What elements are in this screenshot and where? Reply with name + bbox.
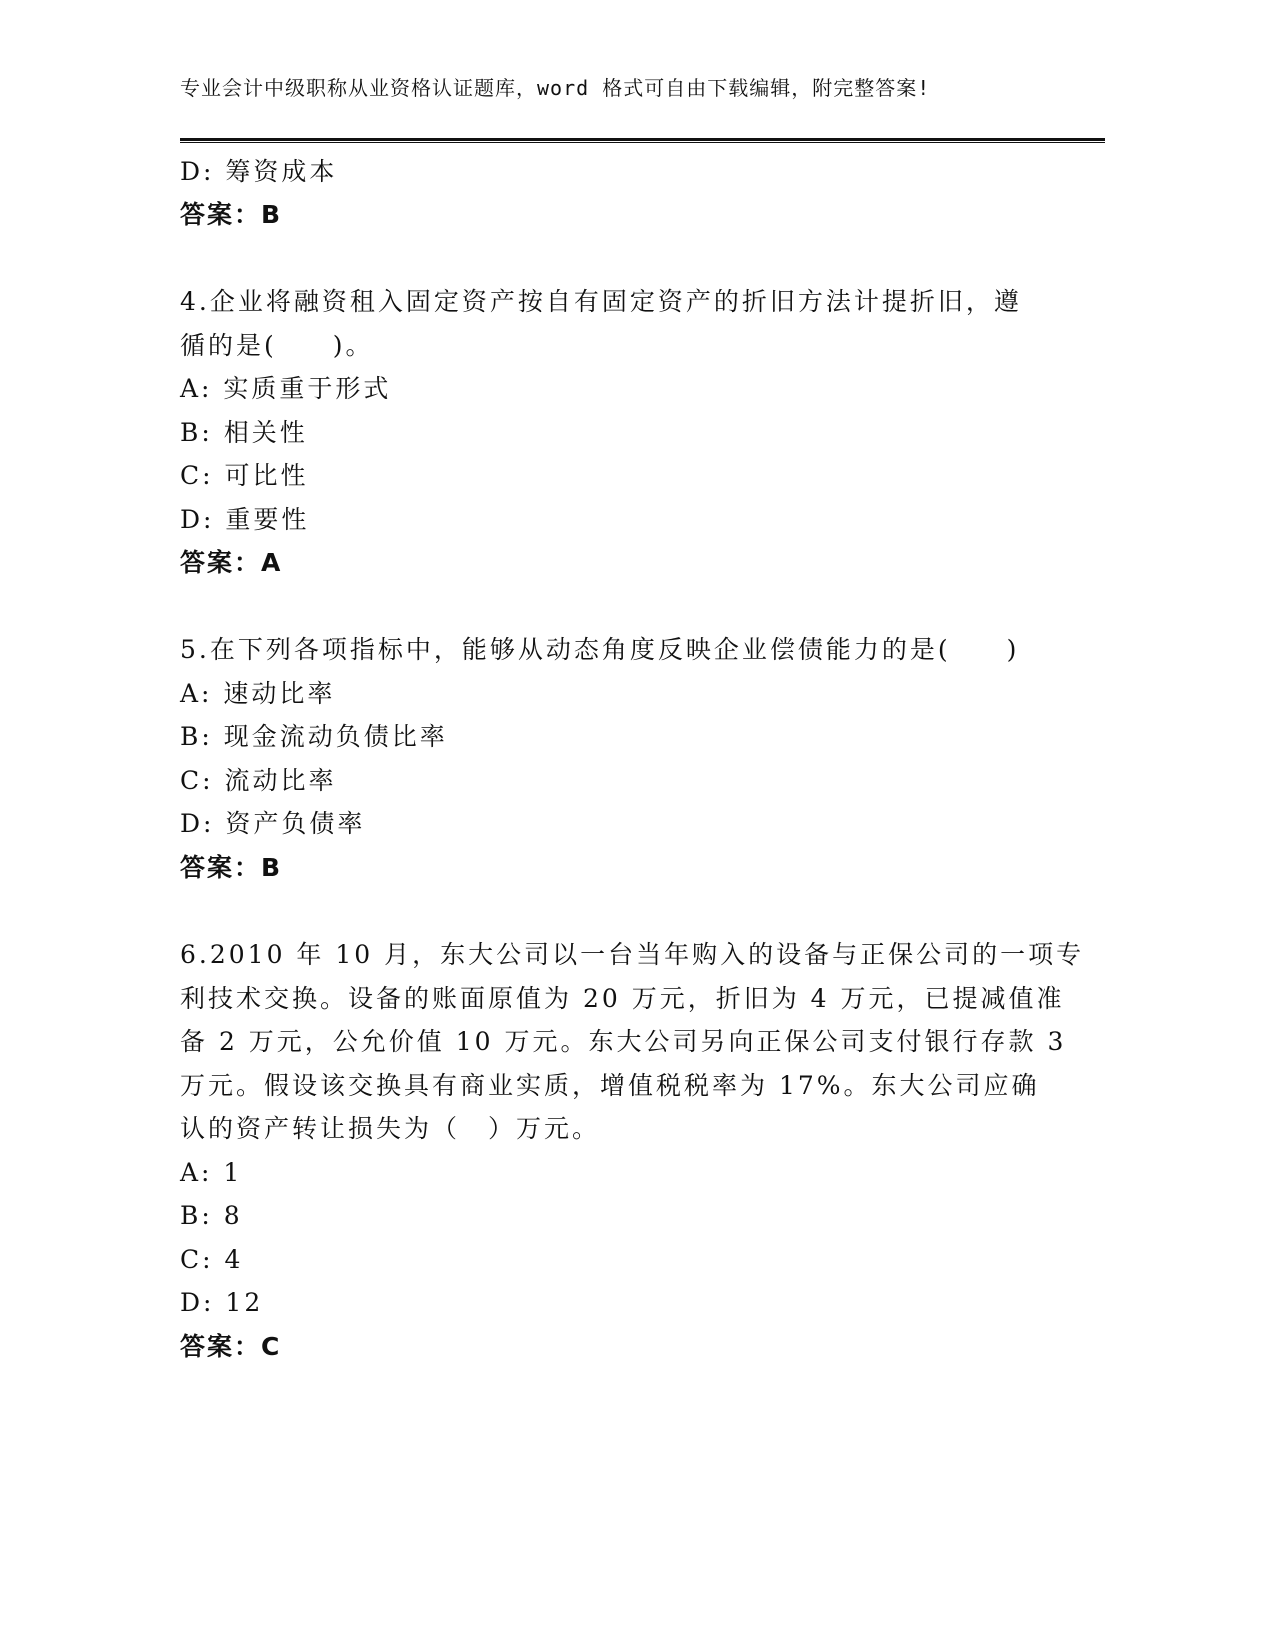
q6-stem-line-2: 利技术交换。设备的账面原值为 20 万元，折旧为 4 万元，已提减值准 xyxy=(180,984,1065,1013)
q4-option-a: A: 实质重于形式 xyxy=(180,374,392,403)
q4-answer: 答案：A xyxy=(180,548,283,577)
q4-option-b: B: 相关性 xyxy=(180,418,308,447)
q6-option-c: C: 4 xyxy=(180,1245,244,1274)
q5-option-d: D: 资产负债率 xyxy=(180,809,366,838)
q4-option-c: C: 可比性 xyxy=(180,461,309,490)
q6-option-a: A: 1 xyxy=(180,1158,243,1187)
q4-option-d: D: 重要性 xyxy=(180,505,310,534)
q5-option-c: C: 流动比率 xyxy=(180,766,337,795)
q6-option-b: B: 8 xyxy=(180,1201,243,1230)
q6-stem-line-3: 备 2 万元，公允价值 10 万元。东大公司另向正保公司支付银行存款 3 xyxy=(180,1027,1067,1056)
q5-stem-line-1: 5.在下列各项指标中，能够从动态角度反映企业偿债能力的是( ) xyxy=(180,635,1020,664)
q5-answer: 答案：B xyxy=(180,853,283,882)
q6-answer: 答案：C xyxy=(180,1332,282,1361)
q4-stem-line-1: 4.企业将融资租入固定资产按自有固定资产的折旧方法计提折旧，遵 xyxy=(180,287,1022,316)
q3-answer: 答案：B xyxy=(180,200,283,229)
q6-stem-line-4: 万元。假设该交换具有商业实质，增值税税率为 17%。东大公司应确 xyxy=(180,1071,1040,1100)
q3-option-d: D: 筹资成本 xyxy=(180,157,338,186)
q6-stem-line-1: 6.2010 年 10 月，东大公司以一台当年购入的设备与正保公司的一项专 xyxy=(180,940,1085,969)
q6-stem-line-5: 认的资产转让损失为（ ）万元。 xyxy=(180,1114,601,1143)
header-rule xyxy=(180,138,1105,143)
q6-option-d: D: 12 xyxy=(180,1288,264,1317)
q4-stem-line-2: 循的是( )。 xyxy=(180,331,374,360)
page-header: 专业会计中级职称从业资格认证题库，word 格式可自由下载编辑，附完整答案! xyxy=(180,76,931,100)
q5-option-b: B: 现金流动负债比率 xyxy=(180,722,448,751)
q5-option-a: A: 速动比率 xyxy=(180,679,336,708)
